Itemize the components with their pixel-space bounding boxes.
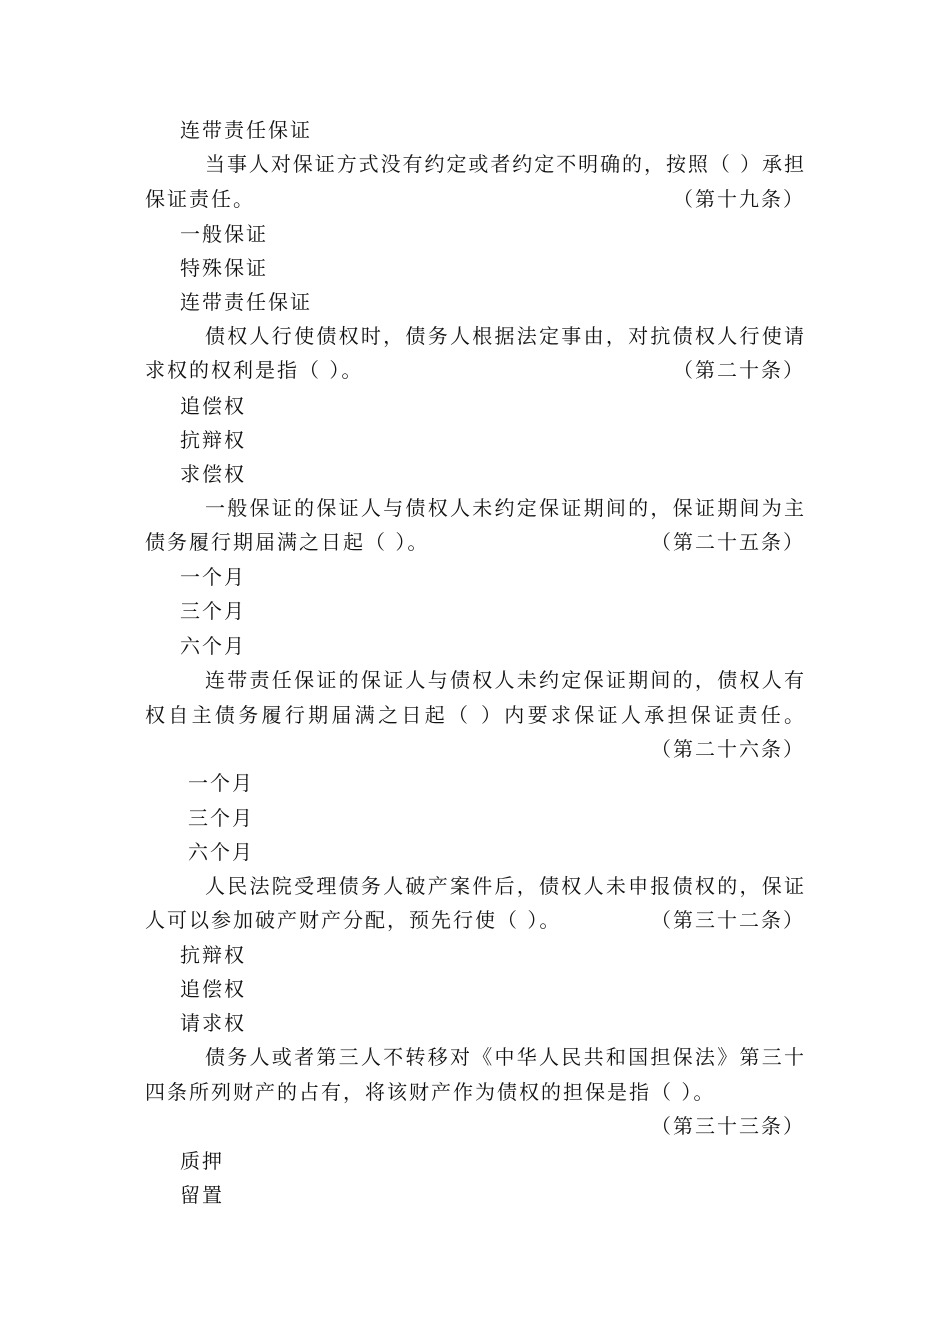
- option-item: 抗辩权: [180, 943, 246, 967]
- option-item: 求偿权: [180, 462, 246, 486]
- option-item: 连带责任保证: [180, 290, 312, 314]
- option-item: 抗辩权: [180, 428, 246, 452]
- question-text: 连带责任保证的保证人与债权人未约定保证期间的，债权人有: [205, 668, 805, 692]
- option-item: 一般保证: [180, 222, 268, 246]
- option-item: 追偿权: [180, 394, 246, 418]
- question-text: 四条所列财产的占有，将该财产作为债权的担保是指（ ）。: [145, 1080, 716, 1104]
- article-reference: （第二十条）: [673, 358, 805, 382]
- question-text: 债权人行使债权时，债务人根据法定事由，对抗债权人行使请: [205, 324, 805, 348]
- question-text: 债务人或者第三人不转移对《中华人民共和国担保法》第三十: [205, 1045, 805, 1069]
- article-reference: （第二十六条）: [651, 737, 805, 761]
- article-reference: （第三十三条）: [651, 1114, 805, 1138]
- option-item: 三个月: [188, 806, 254, 830]
- option-item: 六个月: [180, 634, 246, 658]
- question-text: 求权的权利是指（ ）。: [145, 358, 364, 382]
- question-text: 保证责任。: [145, 187, 255, 211]
- question-text: 人可以参加破产财产分配，预先行使（ ）。: [145, 908, 562, 932]
- option-item: 一个月: [180, 565, 246, 589]
- option-item: 三个月: [180, 599, 246, 623]
- option-item: 连带责任保证: [180, 118, 312, 142]
- article-reference: （第二十五条）: [651, 530, 805, 554]
- question-text: 当事人对保证方式没有约定或者约定不明确的，按照（ ）承担: [205, 152, 805, 176]
- option-item: 请求权: [180, 1011, 246, 1035]
- option-item: 特殊保证: [180, 256, 268, 280]
- question-text: 一般保证的保证人与债权人未约定保证期间的，保证期间为主: [205, 496, 805, 520]
- article-reference: （第十九条）: [673, 187, 805, 211]
- question-text: 权自主债务履行期届满之日起（ ）内要求保证人承担保证责任。: [145, 703, 805, 727]
- article-reference: （第三十二条）: [651, 908, 805, 932]
- option-item: 一个月: [188, 771, 254, 795]
- question-text: 人民法院受理债务人破产案件后，债权人未申报债权的，保证: [205, 874, 805, 898]
- question-text: 债务履行期届满之日起（ ）。: [145, 530, 430, 554]
- option-item: 留置: [180, 1183, 224, 1207]
- option-item: 六个月: [188, 840, 254, 864]
- option-item: 质押: [180, 1149, 224, 1173]
- option-item: 追偿权: [180, 977, 246, 1001]
